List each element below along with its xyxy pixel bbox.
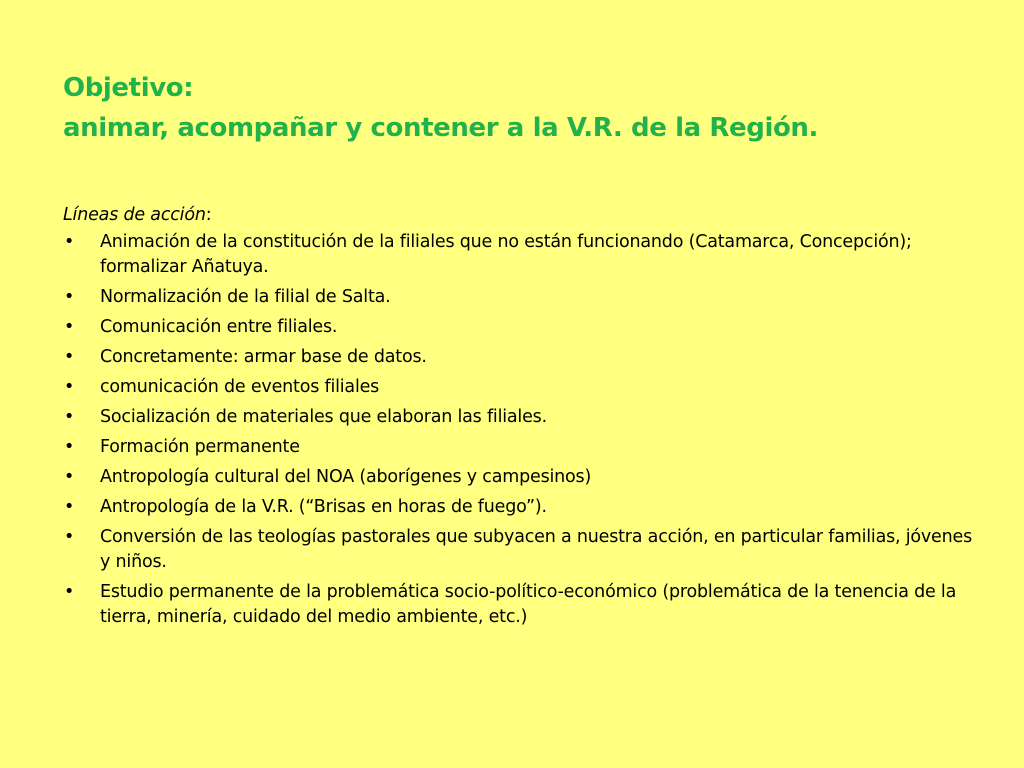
list-item-text: Animación de la constitución de la filiales que no están funcionando (Catamarca, Concepción); formalizar Añatuya. xyxy=(100,232,912,277)
slide-body xyxy=(63,203,973,635)
list-item xyxy=(63,230,973,280)
bullet-icon: • xyxy=(63,527,75,547)
list-item xyxy=(63,580,973,630)
action-lines-list xyxy=(63,230,973,630)
list-item-text: Antropología cultural del NOA (aborígenes y campesinos) xyxy=(100,467,592,487)
bullet-icon: • xyxy=(63,347,75,367)
list-item-text: Comunicación entre filiales. xyxy=(100,317,338,337)
list-item xyxy=(63,375,973,400)
bullet-icon: • xyxy=(63,317,75,337)
title-line-1: Objetivo: xyxy=(63,73,194,103)
list-item-text: Estudio permanente de la problemática socio-político-económico (problemática de la tenencia de la tierra, minería, cuidado del medio ambiente, etc.) xyxy=(100,582,957,627)
list-item xyxy=(63,405,973,430)
list-item-text: Socialización de materiales que elaboran las filiales. xyxy=(100,407,547,427)
list-item xyxy=(63,345,973,370)
list-item-text: Concretamente: armar base de datos. xyxy=(100,347,427,367)
list-item xyxy=(63,435,973,460)
list-item-text: Antropología de la V.R. (“Brisas en horas de fuego”). xyxy=(100,497,547,517)
action-lines-label: Líneas de acción xyxy=(63,205,206,225)
slide-title xyxy=(63,68,963,148)
bullet-icon: • xyxy=(63,407,75,427)
action-lines-colon: : xyxy=(205,205,212,225)
list-item xyxy=(63,285,973,310)
bullet-icon: • xyxy=(63,287,75,307)
bullet-icon: • xyxy=(63,232,75,252)
list-item-text: comunicación de eventos filiales xyxy=(100,377,380,397)
list-item xyxy=(63,465,973,490)
list-item xyxy=(63,495,973,520)
bullet-icon: • xyxy=(63,437,75,457)
bullet-icon: • xyxy=(63,467,75,487)
list-item-text: Normalización de la filial de Salta. xyxy=(100,287,391,307)
action-lines-heading xyxy=(63,203,973,228)
list-item xyxy=(63,315,973,340)
title-line-2: animar, acompañar y contener a la V.R. de la Región. xyxy=(63,113,819,143)
list-item-text: Conversión de las teologías pastorales que subyacen a nuestra acción, en particular familias, jóvenes y niños. xyxy=(100,527,973,572)
list-item-text: Formación permanente xyxy=(100,437,300,457)
bullet-icon: • xyxy=(63,497,75,517)
list-item xyxy=(63,525,973,575)
bullet-icon: • xyxy=(63,582,75,602)
bullet-icon: • xyxy=(63,377,75,397)
